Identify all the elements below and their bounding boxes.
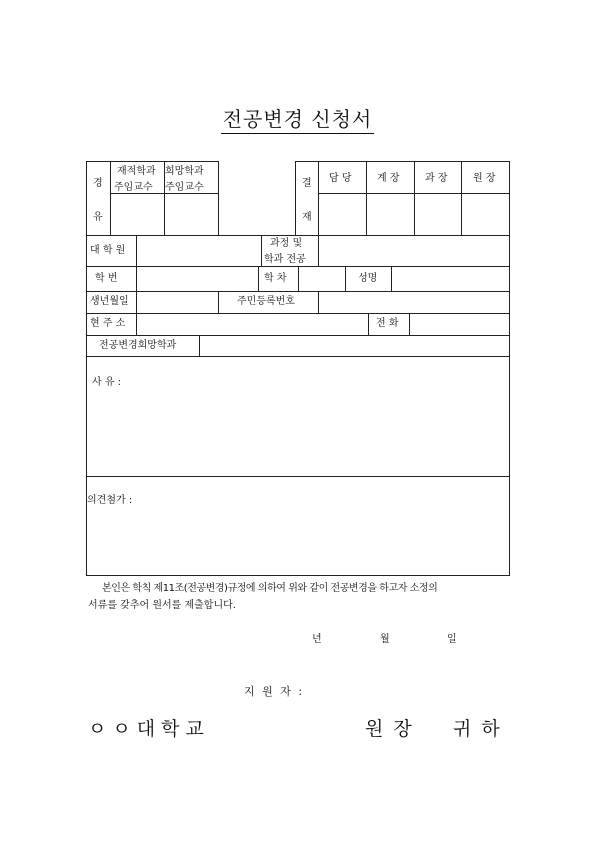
- university-name: ㅇㅇ대학교: [88, 718, 210, 740]
- current-dept-label-line1: 재적학과: [117, 166, 156, 177]
- desired-dept-label-line1: 희망학과: [165, 166, 204, 177]
- graduate-school-field[interactable]: [137, 236, 261, 266]
- opinion-field[interactable]: [87, 477, 509, 575]
- applicant-signature-field[interactable]: [308, 682, 468, 702]
- cell-divider: [258, 266, 259, 291]
- approval-header-clerk: 담 당: [329, 173, 352, 184]
- form-bottom-border: [86, 575, 510, 576]
- resident-number-label: 주민등록번호: [237, 296, 295, 307]
- name-field[interactable]: [392, 267, 509, 291]
- reason-field[interactable]: [87, 357, 509, 476]
- approval-side-label-top: 결: [302, 178, 312, 189]
- course-major-label-line2: 학과 전공: [264, 254, 306, 265]
- approval-divider: [295, 161, 296, 235]
- phone-field[interactable]: [410, 314, 509, 335]
- routing-top-border: [86, 161, 218, 162]
- recipient-role: 원장: [365, 718, 422, 740]
- semester-field[interactable]: [299, 267, 345, 291]
- approval-top-border: [295, 161, 509, 162]
- page-title: [0, 103, 595, 132]
- cell-divider: [368, 313, 369, 335]
- birth-date-label: 생년월일: [90, 296, 129, 307]
- approval-header-chief: 계 장: [377, 173, 400, 184]
- recipient-honorific: 귀하: [453, 718, 510, 740]
- dean-signature-field[interactable]: [462, 194, 509, 235]
- current-dept-label-line2: 주임교수: [114, 182, 153, 193]
- address-field[interactable]: [137, 314, 368, 335]
- opinion-label: 의견첨가 :: [87, 495, 133, 506]
- graduate-school-label: 대 학 원: [90, 245, 126, 256]
- date-day-label: 일: [447, 634, 457, 645]
- desired-major-field[interactable]: [200, 336, 509, 356]
- course-major-label-line1: 과정 및: [270, 238, 303, 249]
- cell-divider: [218, 291, 219, 313]
- reason-label: 사 유 :: [92, 377, 122, 388]
- statement-line1: 본인은 학칙 제11조(전공변경)규정에 의하여 위와 같이 전공변경을 하고자 소정의: [102, 583, 438, 594]
- section-head-signature-field[interactable]: [415, 194, 461, 235]
- name-label: 성명: [358, 273, 378, 284]
- student-id-label: 학 번: [95, 273, 118, 284]
- applicant-label: 지 원 자 :: [244, 685, 305, 698]
- desired-major-label: 전공변경희망학과: [99, 340, 177, 351]
- cell-divider: [345, 266, 346, 291]
- date-month-label: 월: [380, 634, 390, 645]
- approval-header-dean: 원 장: [473, 173, 496, 184]
- course-major-field[interactable]: [319, 236, 509, 266]
- current-dept-signature-field[interactable]: [111, 194, 164, 235]
- phone-label: 전 화: [376, 318, 399, 329]
- routing-side-label-top: 경: [93, 178, 103, 189]
- date-year-label: 년: [312, 634, 322, 645]
- clerk-signature-field[interactable]: [319, 194, 366, 235]
- form-right-border: [509, 161, 510, 575]
- routing-side-label-bottom: 유: [93, 212, 103, 223]
- semester-label: 학 차: [264, 273, 287, 284]
- approval-side-label-bottom: 재: [302, 212, 312, 223]
- cell-divider: [261, 235, 262, 266]
- approval-header-section-head: 과 장: [425, 173, 448, 184]
- birth-date-field[interactable]: [137, 292, 218, 313]
- address-label: 현 주 소: [90, 318, 126, 329]
- chief-signature-field[interactable]: [367, 194, 414, 235]
- resident-number-field[interactable]: [319, 292, 509, 313]
- statement-text: [88, 580, 512, 614]
- routing-divider: [218, 161, 219, 235]
- desired-dept-label-line2: 주임교수: [165, 182, 204, 193]
- statement-line2: 서류를 갖추어 원서를 제출합니다.: [88, 600, 236, 611]
- page-title-text: 전공변경 신청서: [221, 107, 375, 134]
- desired-dept-signature-field[interactable]: [165, 194, 218, 235]
- student-id-field[interactable]: [137, 267, 258, 291]
